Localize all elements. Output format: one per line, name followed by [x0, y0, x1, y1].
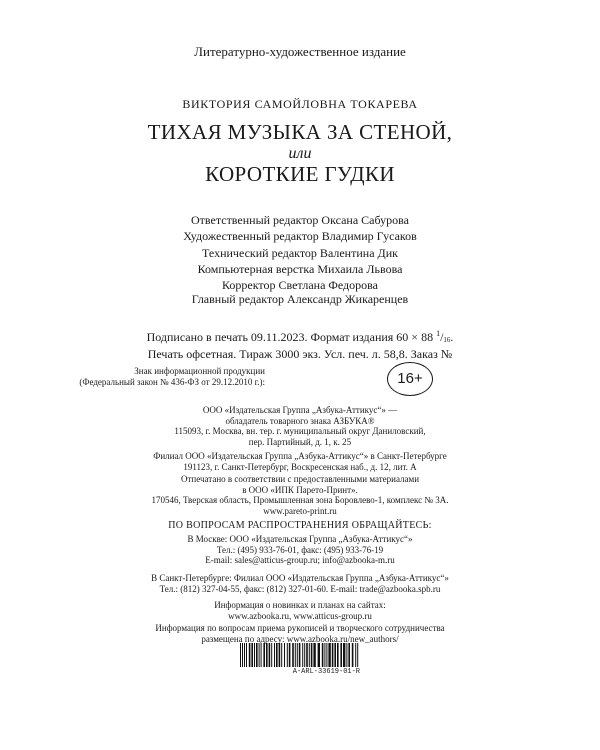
age-rating-badge: 16+ — [387, 362, 433, 396]
format-suffix: . — [450, 330, 454, 344]
manuscripts-line: Информация по вопросам приема рукописей и творческого сотрудничества — [155, 623, 445, 633]
moscow-line: E-mail: sales@atticus-group.ru; info@azbooka-m.ru — [205, 555, 395, 565]
news-line: www.azbooka.ru, www.atticus-group.ru — [228, 610, 372, 621]
news-info — [0, 600, 600, 621]
book-title-line2: КОРОТКИЕ ГУДКИ — [205, 162, 395, 186]
info-sign-line1: Знак информационной продукции — [134, 366, 265, 376]
credit-proofreader: Корректор Светлана Федорова — [221, 278, 378, 293]
publisher-line: обладатель товарного знака АЗБУКА® — [225, 415, 375, 426]
info-product-label — [79, 366, 265, 388]
distribution-heading: ПО ВОПРОСАМ РАСПРОСТРАНЕНИЯ ОБРАЩАЙТЕСЬ: — [168, 520, 432, 531]
print-run-line: Печать офсетная. Тираж 3000 экз. Усл. печ. л. 58,8. Заказ № — [147, 347, 453, 361]
edition-type: Литературно-художественное издание — [194, 44, 406, 59]
format-denominator: 16 — [443, 336, 451, 344]
credit-art-editor: Художественный редактор Владимир Гусаков — [183, 229, 417, 244]
format-numerator: 1 — [436, 329, 441, 338]
manuscripts-info — [0, 623, 600, 644]
moscow-line: Тел.: (495) 933-76-01, факс: (495) 933-76-19 — [216, 544, 384, 555]
barcode-label: A-ARL-33619-01-R — [292, 668, 360, 676]
moscow-line: В Москве: ООО «Издательская Группа „Азбука-Аттикус“» — [187, 534, 413, 544]
format-fraction: $^1/_{16}$ — [436, 329, 451, 344]
printer-line: 170546, Тверская область, Промышленная зона Боровлево-1, комплекс № 3А. — [151, 495, 449, 505]
printer-block — [0, 474, 600, 516]
branch-line: Филиал ООО «Издательская Группа „Азбука-Аттикус“» в Санкт-Петербурге — [153, 451, 447, 461]
barcode — [240, 643, 360, 667]
credit-technical-editor: Технический редактор Валентина Дик — [202, 245, 398, 260]
book-title-or: или — [288, 145, 312, 162]
spb-contacts — [0, 573, 600, 594]
publisher-line: ООО «Издательская Группа „Азбука-Аттикус“» — — [202, 405, 398, 415]
printer-line: Отпечатано в соответствии с предоставленными материалами — [180, 474, 420, 484]
printer-line: www.pareto-print.ru — [263, 505, 337, 516]
publisher-line: 115093, г. Москва, вн. тер. г. муниципальный округ Даниловский, — [174, 426, 426, 436]
printer-line: в ООО «ИПК Парето-Принт». — [242, 484, 358, 495]
news-line: Информация о новинках и планах на сайтах: — [214, 600, 386, 610]
info-sign-line2: (Федеральный закон № 436-ФЗ от 29.12.2010 г.): — [79, 377, 265, 387]
print-format-line — [0, 327, 600, 347]
publisher-block — [0, 405, 600, 447]
editorial-credits — [0, 212, 600, 293]
credit-responsible-editor: Ответственный редактор Оксана Сабурова — [191, 213, 409, 227]
spb-line: В Санкт-Петербурге: Филиал ООО «Издательская Группа „Азбука-Аттикус“» — [151, 573, 449, 583]
book-title-line1: ТИХАЯ МУЗЫКА ЗА СТЕНОЙ, — [147, 120, 453, 144]
author-name: ВИКТОРИЯ САМОЙЛОВНА ТОКАРЕВА — [182, 97, 418, 111]
publishing-details — [0, 327, 600, 361]
moscow-contacts — [0, 534, 600, 566]
credit-layout: Компьютерная верстка Михаила Львова — [197, 261, 403, 276]
branch-block — [0, 451, 600, 472]
print-date-format: Подписано в печать 09.11.2023. Формат издания 60 × 88 — [146, 330, 434, 344]
chief-editor: Главный редактор Александр Жикаренцев — [191, 292, 409, 306]
manuscripts-line: размещена по адресу: www.azbooka.ru/new_authors/ — [201, 633, 399, 644]
branch-line: 191123, г. Санкт-Петербург, Воскресенская наб., д. 12, лит. А — [183, 461, 417, 472]
spb-line: Тел.: (812) 327-04-55, факс: (812) 327-01-60. E-mail: trade@azbooka.spb.ru — [159, 583, 441, 594]
publisher-line: пер. Партийный, д. 1, к. 25 — [248, 436, 352, 447]
